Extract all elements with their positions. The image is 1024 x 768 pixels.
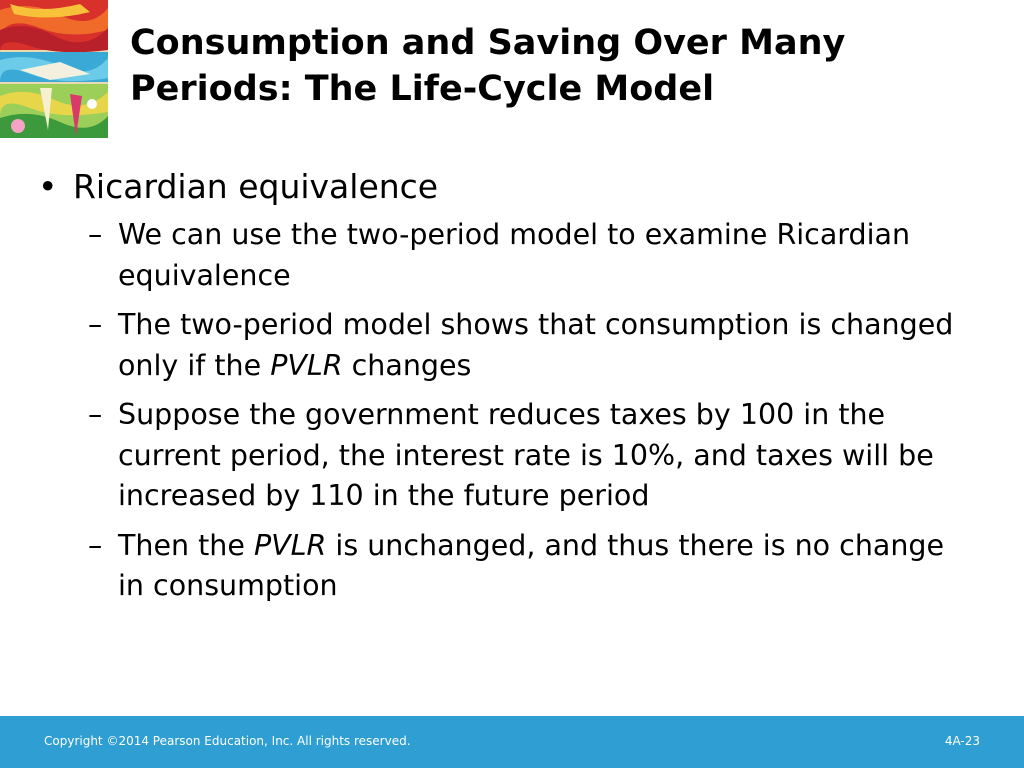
pvlr-term: PVLR [253, 528, 327, 562]
page-number: 4A-23 [944, 734, 980, 748]
sub-bullet-text-start: The two-period model shows that consumption is changed only if the [118, 308, 954, 382]
sub-bullet-text-end: is unchanged, and thus there is no change in consumption [118, 528, 945, 602]
title-line-1: Consumption and Saving Over Many [130, 23, 846, 63]
sub-bullet-pvlr-unchanged [0, 526, 1024, 607]
sub-bullet-two-period-model [0, 215, 1024, 296]
sub-bullet-text: We can use the two-period model to examine Ricardian equivalence [118, 218, 911, 292]
footer-bar [0, 716, 1024, 768]
title-line-2: Periods: The Life-Cycle Model [130, 69, 715, 109]
bullet-marker: • [38, 167, 58, 206]
sub-bullet-pvlr-changes [0, 305, 1024, 386]
sub-bullet-text-end: changes [342, 348, 472, 382]
slide-body [0, 165, 1024, 616]
sub-bullet-text-start: Then the [118, 528, 254, 562]
dash-marker: – [88, 218, 103, 251]
pvlr-term: PVLR [270, 348, 343, 382]
sub-bullet-tax-example [0, 395, 1024, 517]
bullet-text: Ricardian equivalence [73, 167, 439, 206]
sub-bullet-text: Suppose the government reduces taxes by 100 in the current period, the interest rate is 10%, and taxes will be increased by 110 in the future period [118, 398, 934, 512]
dash-marker: – [88, 308, 103, 341]
copyright-notice: Copyright ©2014 Pearson Education, Inc. All rights reserved. [44, 734, 411, 748]
dash-marker: – [88, 398, 103, 431]
slide-title [130, 20, 1000, 112]
abstract-painting-icon [0, 0, 108, 138]
bullet-ricardian-equivalence [0, 165, 1024, 209]
dash-marker: – [88, 528, 103, 562]
